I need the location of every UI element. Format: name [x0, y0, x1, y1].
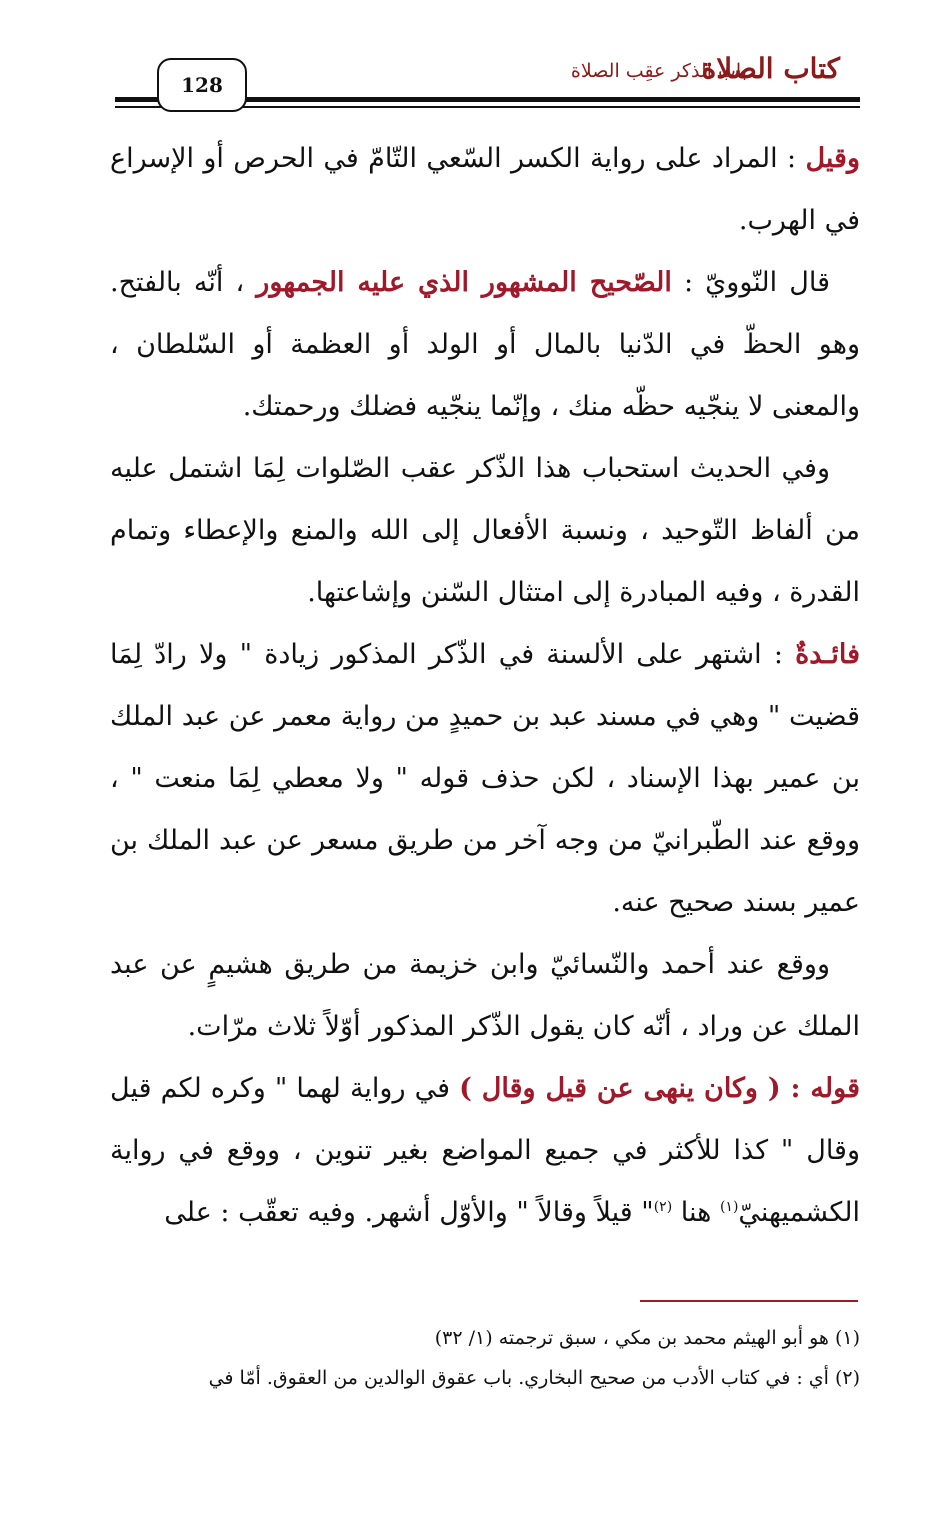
- paragraph-5: ووقع عند أحمد والنّسائيّ وابن خزيمة من طريق هشيمٍ عن عبد الملك عن وراد ، أنّه كان يقول الذّكر المذكور أوّلاً ثلاث مرّات.: [110, 949, 860, 1042]
- paragraph-3: وفي الحديث استحباب هذا الذّكر عقب الصّلوات لِمَا اشتمل عليه من ألفاظ التّوحيد ، ونسبة الأفعال إلى الله والمنع والإعطاء وتمام القدرة ، وفيه المبادرة إلى امتثال السّنن وإشاعتها.: [110, 453, 860, 608]
- paragraph-4-text: : اشتهر على الألسنة في الذّكر المذكور زيادة " ولا رادّ لِمَا قضيت " وهي في مسند عبد بن حميدٍ من رواية معمر عن عبد الملك بن عمير بهذا الإسناد ، لكن حذف قوله " ولا معطي لِمَا منعت " ، ووقع عند الطّبرانيّ من وجه آخر من طريق مسعر عن عبد الملك بن عمير بسند صحيح عنه.: [110, 639, 860, 918]
- keyword-qil: وقيل: [805, 143, 860, 174]
- page-number: 128: [157, 58, 247, 112]
- paragraph-2-lead: قال النّوويّ :: [671, 267, 830, 298]
- paragraph-6-text-b: هنا: [672, 1197, 720, 1228]
- paragraph-6-text-a: في رواية لهما " وكره لكم قيل وقال " كذا للأكثر في جميع المواضع بغير تنوين ، ووقع في رواية الكشميهنيّ: [110, 1073, 860, 1228]
- footnote-2: (٢) أي : في كتاب الأدب من صحيح البخاري. باب عقوق الوالدين من العقوق. أمّا في: [208, 1367, 860, 1389]
- paragraph-4: [110, 624, 860, 934]
- paragraph-1: [110, 128, 860, 252]
- footnotes: [100, 1318, 860, 1398]
- keyword-faida: فائـدةٌ: [795, 639, 860, 670]
- main-text: [110, 128, 860, 1244]
- chapter-title: باب الذكر عقِب الصلاة: [570, 60, 747, 82]
- book-title: كتاب الصلاة: [701, 52, 840, 85]
- keyword-qawluhu: قوله : ( وكان ينهى عن قيل وقال ): [459, 1073, 860, 1104]
- footnote-ref-1[interactable]: (١): [719, 1199, 739, 1215]
- paragraph-1-text: : المراد على رواية الكسر السّعي التّامّ في الحرص أو الإسراع في الهرب.: [110, 143, 860, 236]
- keyword-sahih: الصّحيح المشهور الذي عليه الجمهور: [256, 267, 672, 298]
- footnote-separator: [640, 1300, 858, 1302]
- paragraph-2-text: ، أنّه بالفتح. وهو الحظّ في الدّنيا بالمال أو الولد أو العظمة أو السّلطان ، والمعنى لا ينجّيه حظّه منك ، وإنّما ينجّيه فضلك ورحمتك.: [110, 267, 860, 422]
- footnote-ref-2[interactable]: (٢): [653, 1199, 673, 1215]
- footnote-1: (١) هو أبو الهيثم محمد بن مكي ، سبق ترجمته (١/ ٣٢): [434, 1327, 860, 1349]
- paragraph-6-text-c: " قيلاً وقالاً " والأوّل أشهر. وفيه تعقّب : على: [164, 1197, 654, 1228]
- page-header: [0, 0, 945, 120]
- paragraph-2: [110, 252, 860, 438]
- paragraph-6: [110, 1058, 860, 1244]
